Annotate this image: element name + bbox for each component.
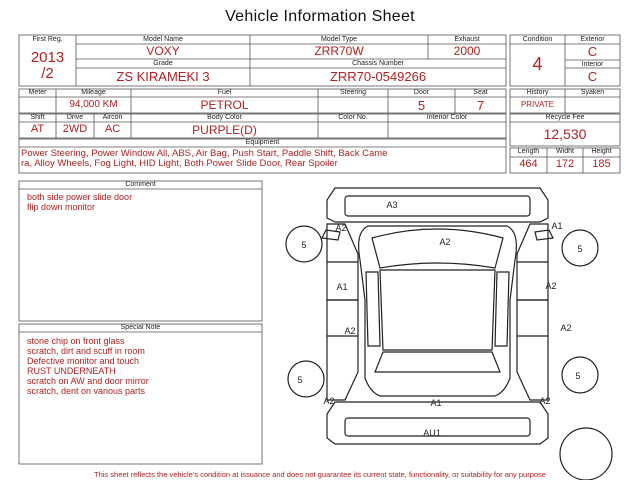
mark-a1-upper-right: A1: [551, 221, 563, 231]
steering-label: Steering: [339, 89, 367, 96]
exhaust-value: 2000: [453, 44, 481, 58]
door-value: 5: [417, 98, 426, 113]
mark-au1-bottom: AU1: [423, 428, 441, 438]
syaken-label: Syaken: [580, 89, 605, 96]
grade-label: Grade: [153, 60, 173, 67]
mileage-value: 94,000 KM: [69, 99, 118, 110]
condition-value: 4: [532, 54, 543, 74]
condition-label: Condition: [522, 36, 553, 43]
mark-a2-lower-right: A2: [539, 396, 551, 406]
mark-tire-lower-left: 5: [297, 375, 303, 385]
mark-a2-side-right: A2: [560, 323, 572, 333]
length-value: 464: [519, 158, 538, 170]
chassis-value: ZRR70-0549266: [329, 69, 427, 84]
model-type-label: Model Type: [320, 36, 358, 43]
right-window: [495, 272, 509, 346]
model-name-value: VOXY: [146, 44, 180, 58]
right-mirror: [535, 230, 553, 240]
width-value: 172: [555, 158, 575, 170]
height-value: 185: [592, 158, 611, 170]
roof: [380, 270, 495, 350]
seat-value: 7: [476, 98, 485, 113]
left-window: [366, 272, 380, 346]
recycle-fee-label: Recycle Fee: [545, 114, 585, 121]
exterior-label: Exterior: [580, 36, 605, 43]
mark-a1-bottom: A1: [430, 398, 442, 408]
right-rear-panel: [517, 300, 548, 400]
special-note-text: stone chip on front glass scratch, dirt and scuff in room Defective monitor and touch RUST UNDERNEATH scratch on AW and door mirror scratch, dent on various parts: [27, 336, 149, 396]
fuel-value: PETROL: [200, 98, 249, 112]
disclaimer-footer: This sheet reflects the vehicle's condition at issuance and does not guarantee its current state, functionality, or suitability for any purpose: [94, 470, 546, 479]
drive-value: 2WD: [62, 123, 88, 135]
rear-window: [375, 352, 500, 372]
aircon-value: AC: [104, 123, 121, 135]
width-label: Widht: [556, 148, 574, 155]
body-outline: [359, 226, 517, 396]
equipment-line-2: ra, Alloy Wheels, Fog Light, HID Light, Both Power Slide Door, Rear Spoiler: [21, 158, 338, 169]
first-reg-year: 2013: [30, 49, 65, 66]
recycle-fee-value: 12,530: [543, 126, 587, 142]
body-color-label: Body Color: [207, 114, 242, 121]
meter-label: Meter: [28, 89, 47, 96]
first-reg-label: First Reg.: [32, 36, 63, 43]
door-label: Door: [413, 89, 430, 96]
seat-label: Seat: [473, 89, 488, 96]
interior-label: Interior: [581, 61, 604, 68]
comment-label: Comment: [125, 181, 156, 188]
mileage-label: Mileage: [81, 89, 106, 96]
model-name-label: Model Name: [143, 36, 183, 43]
height-label: Height: [591, 148, 612, 155]
exterior-value: C: [587, 44, 598, 59]
shift-label: Shift: [30, 114, 45, 121]
exhaust-label: Exhaust: [454, 36, 480, 43]
body-color-value: PURPLE(D): [192, 123, 257, 137]
mark-tire-lower-right: 5: [575, 371, 581, 381]
chassis-label: Chassis Number: [352, 60, 404, 67]
first-reg-month: /2: [41, 65, 54, 82]
interior-color-label: Interior Color: [426, 114, 468, 121]
history-label: History: [526, 89, 549, 96]
mark-a2-roof: A2: [439, 237, 451, 247]
mark-tire-upper-right: 5: [577, 244, 583, 254]
equipment-label: Equipment: [245, 139, 280, 146]
model-type-value: ZRR70W: [314, 44, 364, 58]
left-rear-panel: [327, 300, 358, 400]
aircon-label: Aircon: [102, 114, 123, 121]
interior-value: C: [587, 69, 598, 84]
grade-value: ZS KIRAMEKI 3: [116, 69, 210, 84]
mark-a2-side-left: A2: [344, 326, 356, 336]
shift-value: AT: [30, 123, 45, 135]
mark-a2-mid-right: A2: [545, 281, 557, 291]
windshield: [372, 229, 503, 268]
mark-a2-upper-left: A2: [335, 223, 347, 233]
mark-a3-top: A3: [386, 200, 398, 210]
mark-a1-mid-left: A1: [336, 282, 348, 292]
tire-lower-left: [288, 361, 324, 397]
drive-label: Drive: [66, 114, 84, 121]
sheet-title: Vehicle Information Sheet: [225, 8, 415, 25]
fuel-label: Fuel: [217, 89, 232, 96]
length-label: Length: [517, 148, 540, 155]
comment-text: both side power slide door flip down monitor: [27, 192, 133, 212]
mark-a2-lower-left: A2: [323, 396, 335, 406]
special-note-label: Special Note: [120, 324, 161, 331]
front-frame: [327, 188, 548, 222]
mark-tire-upper-left: 5: [301, 240, 307, 250]
color-no-label: Color No.: [338, 114, 368, 121]
history-value: PRIVATE: [520, 100, 555, 109]
equipment-line-1: Power Steering, Power Window All, ABS, Air Bag, Push Start, Paddle Shift, Back Came: [21, 148, 388, 159]
front-bumper-top: [345, 196, 530, 216]
